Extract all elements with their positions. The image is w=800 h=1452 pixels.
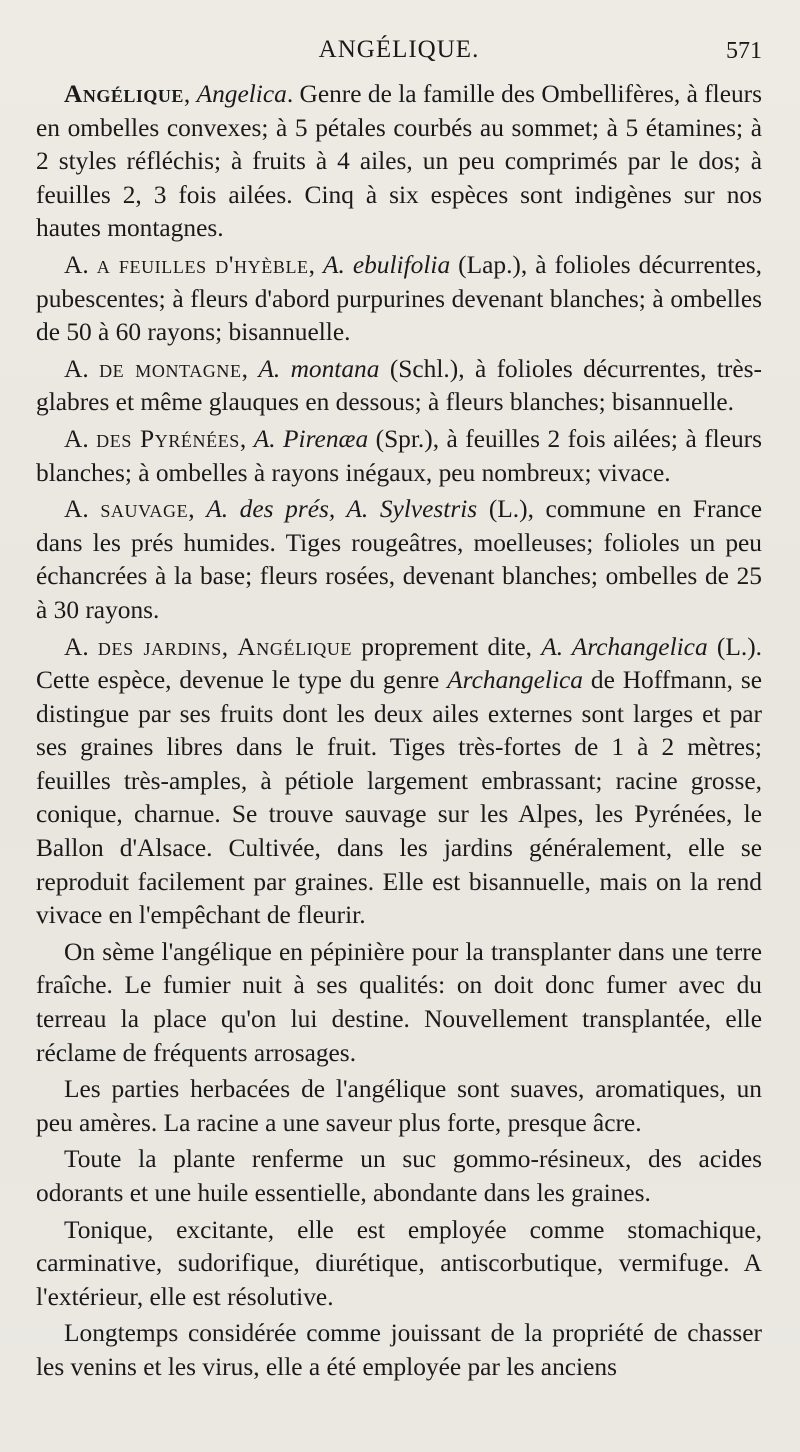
species-description: (Lap.), à folioles décurrentes, pubescentes; à fleurs d'abord purpurines devenant blanches; à ombelles de 50 à 60 rayons; bisannuelle. bbox=[36, 250, 762, 347]
species-separator: , bbox=[188, 495, 207, 524]
running-head bbox=[36, 30, 762, 78]
species-prefix: A. bbox=[64, 250, 97, 279]
species-paragraph bbox=[36, 249, 762, 350]
page-number: 571 bbox=[726, 38, 762, 64]
species-description: (Spr.), à feuilles 2 fois ailées; à fleurs blanches; à ombelles à rayons inégaux, peu nombreux; vivace. bbox=[36, 424, 762, 487]
species-paragraph bbox=[36, 353, 762, 420]
species-alt-name-suffix: proprement dite, bbox=[352, 632, 542, 661]
entry-latin-name: Angelica bbox=[196, 80, 287, 108]
species-prefix: A. bbox=[64, 632, 98, 661]
entry-description: . Genre de la famille des Ombellifères, à fleurs en ombelles convexes; à 5 pétales courbés au sommet; à 5 étamines; à 2 styles réfléchis; à fruits à 4 ailes, un peu comprimés par le dos; à feuilles 2, 3 fois ailées. Cinq à six espèces sont indigènes sur nos hautes montagnes. bbox=[36, 80, 762, 243]
body-text bbox=[36, 78, 762, 1385]
running-title: ANGÉLIQUE. bbox=[318, 36, 480, 63]
paragraph: Longtemps considérée comme jouissant de la propriété de chasser les venins et les virus, elle a été employée par les anciens bbox=[36, 1319, 762, 1381]
species-latin-name: A. ebulifolia bbox=[322, 250, 451, 279]
species-paragraph bbox=[36, 493, 762, 627]
species-common-name: des Pyrénées bbox=[96, 424, 240, 453]
species-latin-name: A. montana bbox=[258, 354, 380, 383]
species-paragraph-jardins bbox=[36, 631, 762, 933]
species-latin-name: A. Archangelica bbox=[541, 632, 708, 661]
entry-paragraph bbox=[36, 78, 762, 246]
species-latin-name: A. des prés, A. Sylvestris bbox=[206, 495, 478, 524]
paragraph: Toute la plante renferme un suc gommo-résineux, des acides odorants et une huile essentielle, abondante dans les graines. bbox=[36, 1145, 762, 1207]
paragraph: Les parties herbacées de l'angélique sont suaves, aromatiques, un peu amères. La racine a une saveur plus forte, presque âcre. bbox=[36, 1075, 762, 1137]
species-note: (L.). Cette espèce, devenue le type du genre bbox=[36, 632, 762, 695]
entry-separator: , bbox=[183, 80, 197, 108]
species-alt-name: Angélique bbox=[237, 632, 353, 661]
species-common-name: a feuilles d'hyèble bbox=[96, 250, 309, 279]
species-description: (L.), commune en France dans les prés humides. Tiges rougeâtres, moelleuses; folioles un peu échancrées à la base; fleurs rosées, devenant blanches; ombelles de 25 à 30 rayons. bbox=[36, 495, 762, 624]
species-prefix: A. bbox=[64, 495, 101, 524]
species-common-name: de montagne bbox=[99, 354, 242, 383]
species-common-name: sauvage bbox=[100, 495, 189, 524]
species-separator: , bbox=[308, 250, 323, 279]
species-separator: , bbox=[239, 424, 254, 453]
genus-latin-name: Archangelica bbox=[447, 666, 583, 695]
paragraph: Tonique, excitante, elle est employée comme stomachique, carminative, sudorifique, diurétique, antiscorbutique, vermifuge. A l'extérieur, elle est résolutive. bbox=[36, 1215, 762, 1311]
species-separator: , bbox=[241, 354, 259, 383]
species-common-name: des jardins bbox=[97, 632, 222, 661]
entry-headword: Angélique bbox=[64, 80, 184, 108]
species-separator: , bbox=[221, 632, 238, 661]
species-prefix: A. bbox=[64, 424, 97, 453]
species-paragraph bbox=[36, 423, 762, 490]
paragraph: On sème l'angélique en pépinière pour la transplanter dans une terre fraîche. Le fumier nuit à ses qualités: on doit donc fumer avec du terreau la place qu'on lui destine. Nouvellement transplantée, elle réclame de fréquents arrosages. bbox=[36, 937, 762, 1067]
species-latin-name: A. Pirenæa bbox=[253, 424, 369, 453]
species-prefix: A. bbox=[64, 354, 100, 383]
species-description: (Schl.), à folioles décurrentes, très-glabres et même glauques en dessous; à fleurs blanches; bisannuelle. bbox=[36, 354, 762, 417]
species-description: de Hoffmann, se distingue par ses fruits dont les deux ailes externes sont larges et par ses graines libres dans le fruit. Tiges très-fortes de 1 à 2 mètres; feuilles très-amples, à pétiole largement embrassant; racine grosse, conique, charnue. Se trouve sauvage sur les Alpes, les Pyrénées, le Ballon d'Alsace. Cultivée, dans les jardins généralement, elle se reproduit facilement par graines. Elle est bisannuelle, mais on la rend vivace en l'empêchant de fleurir. bbox=[36, 666, 762, 930]
